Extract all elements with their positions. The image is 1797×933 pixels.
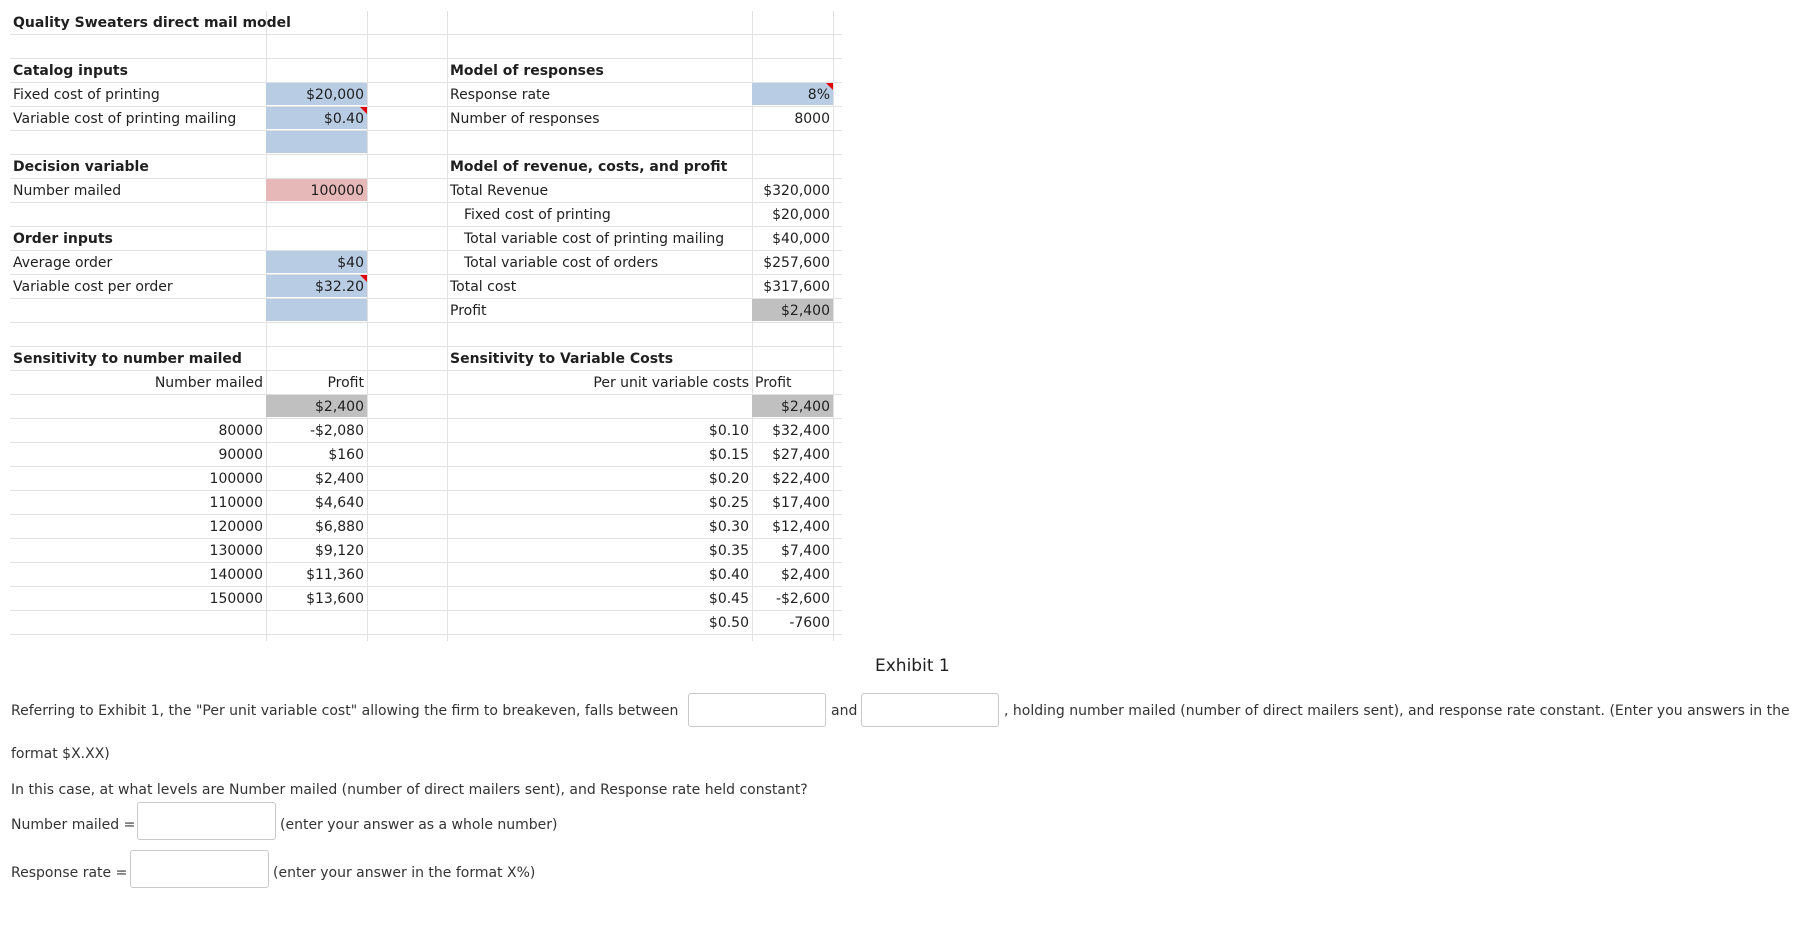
catalog-inputs-header: Catalog inputs: [13, 63, 128, 79]
sensitivity-variable-cost-cell: $0.15: [708, 447, 749, 463]
sensitivity-mailed-profit-cell: $6,880: [315, 519, 364, 535]
fixed-cost-value[interactable]: $20,000: [266, 83, 367, 105]
number-of-responses-label: Number of responses: [450, 111, 600, 127]
model-of-responses-header: Model of responses: [450, 63, 604, 79]
sensitivity-variable-cost-cell: $0.20: [708, 471, 749, 487]
sensitivity-mailed-col-number: Number mailed: [154, 375, 263, 391]
sensitivity-variable-profit-cell: $27,400: [772, 447, 830, 463]
sensitivity-variable-profit-cell: -$2,600: [775, 591, 830, 607]
number-of-responses-value: 8000: [794, 111, 830, 127]
total-cost-label: Total cost: [450, 279, 517, 295]
decision-variable-header: Decision variable: [13, 159, 149, 175]
breakeven-low-input[interactable]: [688, 693, 826, 727]
sensitivity-mailed-profit-cell: $4,640: [315, 495, 364, 511]
sensitivity-variable-cost-cell: $0.30: [708, 519, 749, 535]
input-cell-blank: [266, 131, 367, 153]
sensitivity-mailed-number-cell: 150000: [209, 591, 263, 607]
exhibit-label: Exhibit 1: [875, 656, 950, 676]
sensitivity-mailed-number-cell: 80000: [218, 423, 263, 439]
input-cell-blank: [266, 299, 367, 321]
question-part2: , holding number mailed (number of direct mailers sent), and response rate constant. (Enter you answers in the: [1004, 703, 1790, 719]
question-line2: In this case, at what levels are Number mailed (number of direct mailers sent), and Response rate held constant?: [11, 782, 808, 798]
variable-cost-mailing-value[interactable]: $0.40: [266, 107, 367, 129]
number-mailed-input[interactable]: [137, 802, 276, 840]
sensitivity-variable-cost-cell: $0.45: [708, 591, 749, 607]
number-mailed-label: Number mailed: [13, 183, 122, 199]
grid-line: [10, 394, 842, 395]
grid-line: [10, 634, 842, 635]
sensitivity-mailed-number-cell: 130000: [209, 543, 263, 559]
question-part3: format $X.XX): [11, 746, 110, 762]
total-variable-orders-label: Total variable cost of orders: [464, 255, 659, 271]
sensitivity-mailed-profit-cell: $9,120: [315, 543, 364, 559]
model-revenue-header: Model of revenue, costs, and profit: [450, 159, 728, 175]
sensitivity-mailed-profit-cell: $13,600: [306, 591, 364, 607]
variable-cost-order-label: Variable cost per order: [13, 279, 173, 295]
fixed-cost-printing-value: $20,000: [772, 207, 830, 223]
sensitivity-variable-profit-cell: $32,400: [772, 423, 830, 439]
question-and: and: [831, 703, 858, 719]
sensitivity-mailed-profit-cell: $160: [328, 447, 364, 463]
variable-cost-order-value[interactable]: $32.20: [266, 275, 367, 297]
sensitivity-variable-profit-cell: $7,400: [781, 543, 830, 559]
sensitivity-variable-profit-cell: $17,400: [772, 495, 830, 511]
sensitivity-mailed-number-cell: 90000: [218, 447, 263, 463]
number-mailed-field-label: Number mailed =: [11, 817, 136, 833]
sensitivity-mailed-number-cell: 140000: [209, 567, 263, 583]
sensitivity-mailed-profit-cell: -$2,080: [309, 423, 364, 439]
sensitivity-variable-profit-cell: $12,400: [772, 519, 830, 535]
sensitivity-mailed-profit-cell: $11,360: [306, 567, 364, 583]
number-mailed-hint: (enter your answer as a whole number): [280, 817, 558, 833]
total-revenue-value: $320,000: [763, 183, 830, 199]
sensitivity-mailed-number-cell: 100000: [209, 471, 263, 487]
sensitivity-mailed-col-profit: Profit: [327, 375, 364, 391]
average-order-value[interactable]: $40: [266, 251, 367, 273]
sensitivity-variable-col-profit: Profit: [755, 375, 792, 391]
sensitivity-variable-cost-cell: $0.35: [708, 543, 749, 559]
response-rate-field-label: Response rate =: [11, 865, 128, 881]
number-mailed-value[interactable]: 100000: [266, 179, 367, 201]
grid-line: [10, 130, 842, 131]
total-revenue-label: Total Revenue: [450, 183, 549, 199]
sensitivity-variable-cost-cell: $0.25: [708, 495, 749, 511]
grid-line: [10, 34, 842, 35]
fixed-cost-printing-label: Fixed cost of printing: [464, 207, 611, 223]
response-rate-label: Response rate: [450, 87, 551, 103]
sensitivity-mailed-base-profit: $2,400: [266, 395, 367, 417]
sensitivity-variable-cost-cell: $0.40: [708, 567, 749, 583]
sensitivity-variable-profit-cell: -7600: [789, 615, 830, 631]
response-rate-input[interactable]: [130, 850, 269, 888]
total-variable-printing-value: $40,000: [772, 231, 830, 247]
sensitivity-variable-profit-cell: $22,400: [772, 471, 830, 487]
average-order-label: Average order: [13, 255, 113, 271]
profit-label: Profit: [450, 303, 487, 319]
sensitivity-mailed-profit-cell: $2,400: [315, 471, 364, 487]
response-rate-hint: (enter your answer in the format X%): [273, 865, 536, 881]
grid-line: [10, 322, 842, 323]
sensitivity-mailed-number-cell: 110000: [209, 495, 263, 511]
sensitivity-variable-profit-cell: $2,400: [781, 567, 830, 583]
spreadsheet-exhibit: [10, 11, 842, 641]
variable-cost-mailing-label: Variable cost of printing mailing: [13, 111, 237, 127]
sensitivity-mailed-header: Sensitivity to number mailed: [13, 351, 242, 367]
breakeven-high-input[interactable]: [861, 693, 999, 727]
question-part1: Referring to Exhibit 1, the "Per unit variable cost" allowing the firm to breakeven, falls between: [11, 703, 679, 719]
total-cost-value: $317,600: [763, 279, 830, 295]
sensitivity-variable-cost-cell: $0.50: [708, 615, 749, 631]
sheet-title: Quality Sweaters direct mail model: [13, 15, 291, 31]
response-rate-value[interactable]: 8%: [752, 83, 833, 105]
profit-value: $2,400: [752, 299, 833, 321]
sensitivity-mailed-number-cell: 120000: [209, 519, 263, 535]
order-inputs-header: Order inputs: [13, 231, 113, 247]
fixed-cost-label: Fixed cost of printing: [13, 87, 160, 103]
sensitivity-variable-cost-cell: $0.10: [708, 423, 749, 439]
sensitivity-variable-base-profit: $2,400: [752, 395, 833, 417]
sensitivity-variable-col-cost: Per unit variable costs: [593, 375, 749, 391]
sensitivity-variable-header: Sensitivity to Variable Costs: [450, 351, 674, 367]
total-variable-printing-label: Total variable cost of printing mailing: [464, 231, 725, 247]
total-variable-orders-value: $257,600: [763, 255, 830, 271]
